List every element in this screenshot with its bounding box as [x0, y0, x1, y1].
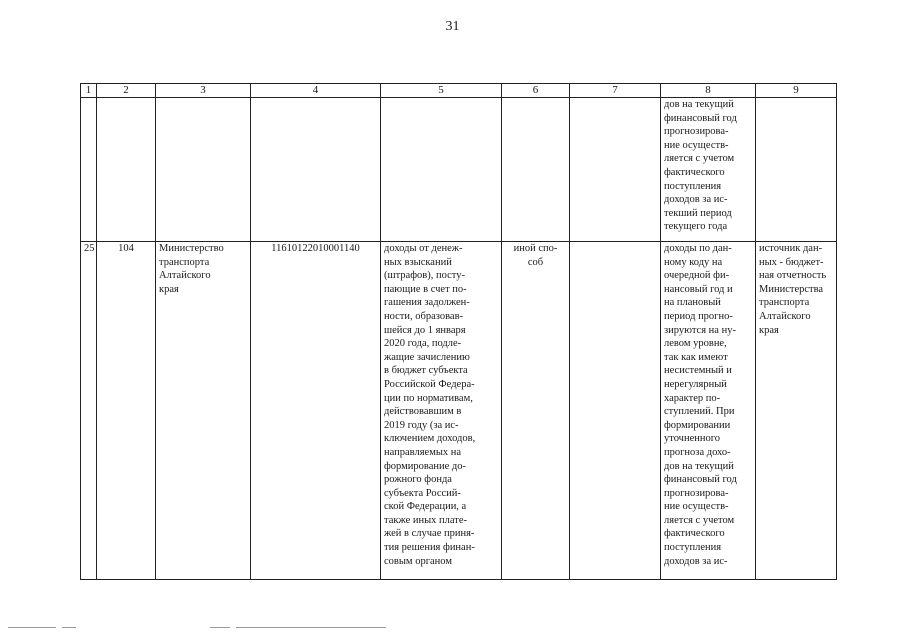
column-number-7: 7	[570, 84, 661, 98]
scan-artifact-line	[0, 626, 905, 630]
continuation-method-description: дов на текущий финансовый год прогнозирова- ние осуществ- ляется с учетом фактического поступления доходов за ис- текший период текущего года	[661, 98, 756, 242]
column-number-8: 8	[661, 84, 756, 98]
continuation-cell-7	[570, 98, 661, 242]
continuation-cell-3	[156, 98, 251, 242]
admin-code: 104	[97, 242, 156, 580]
continuation-cell-2	[97, 98, 156, 242]
column-number-2: 2	[97, 84, 156, 98]
method-description: доходы по дан- ному коду на очередной фи- нансовый год и на плановый период прогно- зируются на ну- левом уровне, так как имеют несистемный и нерегулярный характер по- ступлений. При формировании уточненного прогноза дохо- дов на текущий финансовый год прогнозирова- ние осуществ- ляется с учетом фактического поступления доходов за ис-	[661, 242, 756, 580]
administrator-name: Министерство транспорта Алтайского края	[156, 242, 251, 580]
budget-classification-code: 11610122010001140	[251, 242, 381, 580]
forecast-method: иной спо- соб	[502, 242, 570, 580]
continuation-cell-9	[756, 98, 837, 242]
column-number-6: 6	[502, 84, 570, 98]
column-number-3: 3	[156, 84, 251, 98]
continuation-cell-1	[81, 98, 97, 242]
column-number-4: 4	[251, 84, 381, 98]
column-number-5: 5	[381, 84, 502, 98]
column-number-1: 1	[81, 84, 97, 98]
page-number: 31	[445, 19, 460, 34]
row-number: 25	[81, 242, 97, 580]
table-row-25	[81, 242, 837, 580]
formula-cell	[570, 242, 661, 580]
column-number-9: 9	[756, 84, 837, 98]
continuation-cell-5	[381, 98, 502, 242]
revenue-table	[80, 83, 837, 580]
continuation-cell-4	[251, 98, 381, 242]
revenue-description: доходы от денеж- ных взысканий (штрафов), посту- пающие в счет по- гашения задолжен- ности, образовав- шейся до 1 января 2020 года, подле- жащие зачислению в бюджет субъекта Российской Федера- ции по нормативам, действовавшим в 2019 году (за ис- ключением доходов, направляемых на формирование до- рожного фонда субъекта Россий- ской Федерации, а также иных плате- жей в случае приня- тия решения финан- совым органом	[381, 242, 502, 580]
column-number-row	[81, 84, 837, 98]
data-source: источник дан- ных - бюджет- ная отчетность Министерства транспорта Алтайского края	[756, 242, 837, 580]
continuation-cell-6	[502, 98, 570, 242]
continuation-row	[81, 98, 837, 242]
